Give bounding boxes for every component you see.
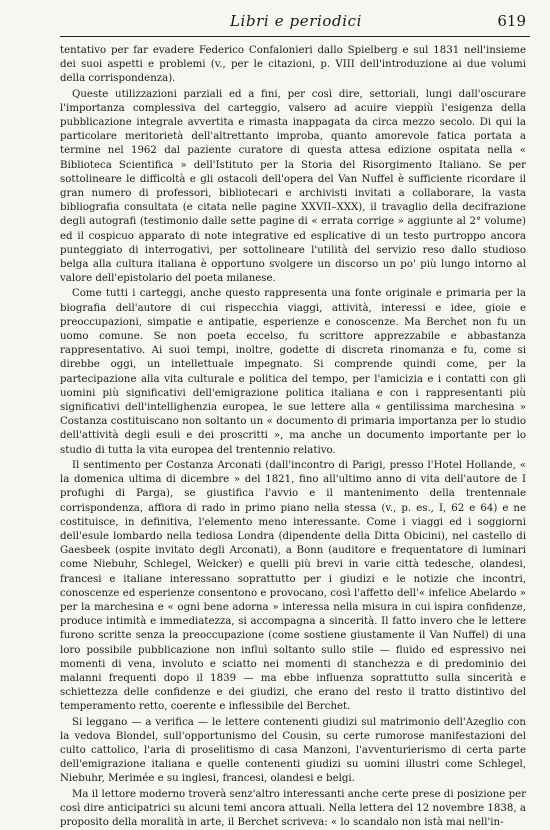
- paragraph: Ma il lettore moderno troverà senz'altro interessanti anche certe prese di posizione per così dire anticipatrici su alcuni temi ancora attuali. Nella lettera del 12 novembre 1838, a proposito della moralità in arte, il Berchet scriveva: « lo scandalo non istà mai nell'in-: [60, 788, 526, 828]
- page-number: 619: [497, 12, 526, 30]
- paragraph: Come tutti i carteggi, anche questo rappresenta una fonte originale e primaria per la biografia dell'autore di cui rispecchia viaggi, attività, interessi e idee, gioie e preoccupazioni, simpatie e antipatie, esperienze e conoscenze. Ma Berchet non fu un uomo comune. Se non poeta eccelso, fu scrittore apprezzabile e abbastanza rappresentativo. Ai suoi tempi, inoltre, godette di discreta rinomanza e fu, come si direbbe oggi, un intellettuale impegnato. Si comprende quindi come, per la partecipazione alla vita culturale e politica del tempo, per l'amicizia e i contatti con gli uomini più significativi dell'emigrazione politica italiana e con i rappresentanti più significativi dell'intellighenzia europea, le sue lettere alla « gentilissima marchesina » Costanza costituiscano non soltanto un « documento di primaria importanza per lo studio dell'attività degli esuli e dei proscritti », ma anche un documento importante per lo studio di tutta la vita europea del trentennio relativo.: [60, 288, 526, 456]
- running-title: Libri e periodici: [230, 12, 363, 30]
- paragraph: Il sentimento per Costanza Arconati (dall'incontro di Parigi, presso l'Hotel Hollande, « la domenica ultima di dicembre » del 1821, fino all'ultimo anno di vita dell'autore de I profughi di Parga), se giustifica l'avvio e il mantenimento della trentennale corrispondenza, affiora di rado in primo piano nella stessa (v., p. es., I, 62 e 64) e ne costituisce, in definitiva, l'elemento meno interessante. Come i viaggi ed i soggiorni dell'esule lombardo nella tediosa Londra (dipendente della Ditta Obicini), nel castello di Gaesbeek (ospite invitato degli Arconati), a Bonn (auditore e frequentatore di luminari come Niebuhr, Schlegel, Welcker) e quelli più brevi in varie città tedesche, olandesi, francesi e italiane interessano soprattutto per i giudizi e le notizie che incontri, conoscenze ed esperienze consentono e provocano, così l'affetto dell'« infelice Abelardo » per la marchesina e « ogni bene adorna » interessa nella misura in cui ispira confidenze, produce intimità e immediatezza, si accompagna a sincerità. Il fatto invero che le lettere furono scritte senza la preoccupazione (come sostiene giustamente il Van Nuffel) di una loro possibile pubblicazione non influì soltanto sullo stile — fluido ed espressivo nei momenti di vena, involuto e sciatto nei momenti di stanchezza e di predominio dei malanni frequenti dopo il 1839 — ma ebbe influenza soprattutto sulla sincerità e schiettezza delle confidenze e dei giudizi, che erano del resto il tratto distintivo del temperamento retto, coerente e inflessibile del Berchet.: [60, 459, 526, 713]
- page-header: [60, 10, 530, 37]
- paragraph: Queste utilizzazioni parziali ed a fini, per così dire, settoriali, lungi dall'oscurare l'importanza complessiva del carteggio, valsero ad acuire vieppiù l'esigenza della pubblicazione integrale avvertita e rimasta inappagata da circa mezzo secolo. Di qui la particolare meritorietà dell'altrettanto improba, quanto amorevole fatica portata a termine nel 1962 dal paziente curatore di questa attesa edizione ospitata nella « Biblioteca Scientifica » dell'Istituto per la Storia del Risorgimento Italiano. Se per sottolineare le difficoltà e gli ostacoli dell'opera del Van Nuffel è sufficiente ricordare il gran numero di professori, bibliotecari e archivisti invitati a collaborare, la vasta bibliografia consultata (e citata nelle pagine XXVII–XXX), il travaglio della decifrazione degli autografi (testimonio dalle sette pagine di « errata corrige » aggiunte al 2° volume) ed il cospicuo apparato di note integrative ed esplicative di un testo purtroppo ancora punteggiato di interrogativi, per sottolineare l'utilità del servizio reso dallo studioso belga alla cultura italiana è opportuno svolgere un discorso un po' più lungo intorno al valore dell'epistolario del poeta milanese.: [60, 88, 526, 285]
- paragraph-continued: tentativo per far evadere Federico Confalonieri dallo Spielberg e sul 1831 nell'insieme dei suoi aspetti e problemi (v., per le citazioni, p. VIII dell'introduzione ai due volumi della corrispondenza).: [60, 45, 526, 85]
- paragraph: Si leggano — a verifica — le lettere contenenti giudizi sul matrimonio dell'Azeglio con la vedova Blondel, sull'opportunismo del Cousin, su certe rumorose manifestazioni del culto cattolico, l'aria di proselitismo di casa Manzoni, l'avventurierismo di certa parte dell'emigrazione italiana e quelle contenenti giudizi su uomini illustri come Schlegel, Niebuhr, Merimée e su inglesi, francesi, olandesi e belgi.: [60, 716, 526, 785]
- article-body: [60, 44, 526, 830]
